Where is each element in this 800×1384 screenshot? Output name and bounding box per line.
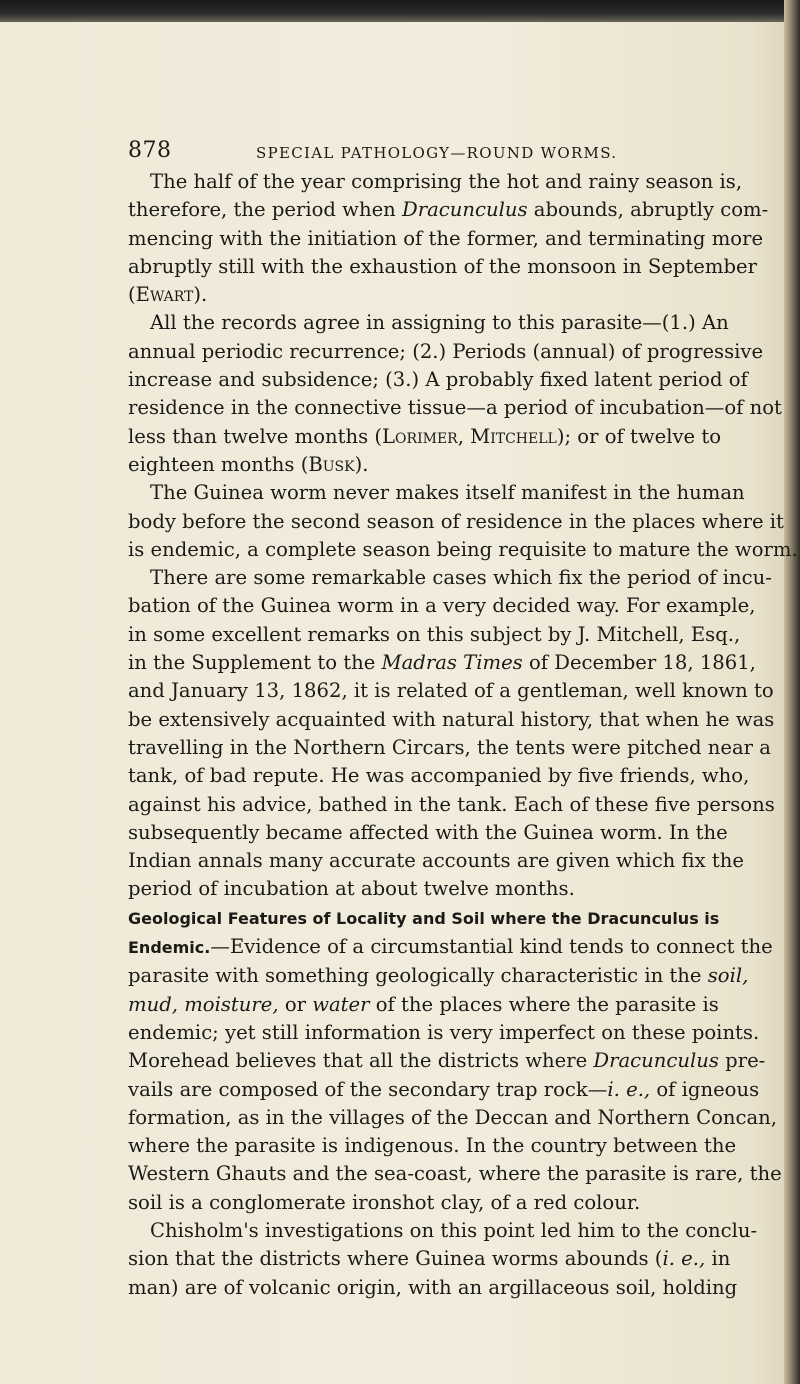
text-line: endemic; yet still information is very imperfect on these points. [128,1020,760,1044]
text-line: against his advice, bathed in the tank. Each of these five persons [128,792,775,816]
text-line: mencing with the initiation of the former, and terminating more [128,226,764,250]
text-line: All the records agree in assigning to this parasite—(1.) An [150,311,729,335]
text-line: period of incubation at about twelve months. [128,877,575,901]
text-line: abruptly still with the exhaustion of the monsoon in September [128,254,757,278]
text-line: Indian annals many accurate accounts are given which fix the [128,849,744,873]
page-number: 878 [128,138,172,163]
text-line: Chisholm's investigations on this point led him to the conclu- [150,1218,758,1242]
text-line: man) are of volcanic origin, with an argillaceous soil, holding [128,1275,738,1299]
text-line: (Ewart). [128,283,208,307]
scan-top-edge [0,0,800,22]
text-line: soil is a conglomerate ironshot clay, of a red colour. [128,1190,641,1214]
citation: Ewart [135,283,194,307]
section-heading: Endemic. [128,938,211,958]
text-line: eighteen months (Busk). [128,452,369,476]
text-line: annual periodic recurrence; (2.) Periods (annual) of progressive [128,339,764,363]
text-line: subsequently became affected with the Guinea worm. In the [128,820,728,844]
text-line: parasite with something geologically characteristic in the soil, [128,964,749,988]
text-line: body before the second season of residence in the places where it [128,509,784,533]
text-line: where the parasite is indigenous. In the country between the [128,1134,737,1158]
text-line: less than twelve months (Lorimer, Mitchell); or of twelve to [128,424,722,448]
text-line: in the Supplement to the Madras Times of December 18, 1861, [128,651,756,675]
running-head: SPECIAL PATHOLOGY—ROUND WORMS. [256,144,618,162]
body-text [128,168,800,1302]
text-line: residence in the connective tissue—a period of incubation—of not [128,396,782,420]
text-line: There are some remarkable cases which fix the period of incu- [150,566,772,590]
text-line: therefore, the period when Dracunculus abounds, abruptly com- [128,198,769,222]
text-line: mud, moisture, or water of the places where the parasite is [128,992,719,1016]
text-line: Endemic.—Evidence of a circumstantial kind tends to connect the [128,935,773,959]
section-heading-line [128,904,800,933]
text-line: travelling in the Northern Circars, the tents were pitched near a [128,735,771,759]
citation: Lorimer, Mitchell [382,424,557,448]
text-line: Morehead believes that all the districts where Dracunculus pre- [128,1049,766,1073]
citation: Busk [308,452,355,476]
text-line: in some excellent remarks on this subject by J. Mitchell, Esq., [128,622,741,646]
text-line: The Guinea worm never makes itself manifest in the human [150,481,745,505]
text-line: is endemic, a complete season being requisite to mature the worm. [128,537,798,561]
text-line: vails are composed of the secondary trap rock—i. e., of igneous [128,1077,760,1101]
page-header [128,138,728,166]
text-line: tank, of bad repute. He was accompanied by five friends, who, [128,764,750,788]
text-line: formation, as in the villages of the Deccan and Northern Concan, [128,1105,778,1129]
text-line: The half of the year comprising the hot and rainy season is, [150,170,743,193]
text-line: bation of the Guinea worm in a very decided way. For example, [128,594,756,618]
text-line: increase and subsidence; (3.) A probably fixed latent period of [128,368,748,392]
text-line: Western Ghauts and the sea-coast, where the parasite is rare, the [128,1162,782,1186]
text-line: and January 13, 1862, it is related of a gentleman, well known to [128,679,774,703]
text-line: be extensively acquainted with natural history, that when he was [128,707,775,731]
text-line: sion that the districts where Guinea worms abounds (i. e., in [128,1247,731,1271]
section-heading: Geological Features of Locality and Soil where the Dracunculus is [128,908,720,928]
